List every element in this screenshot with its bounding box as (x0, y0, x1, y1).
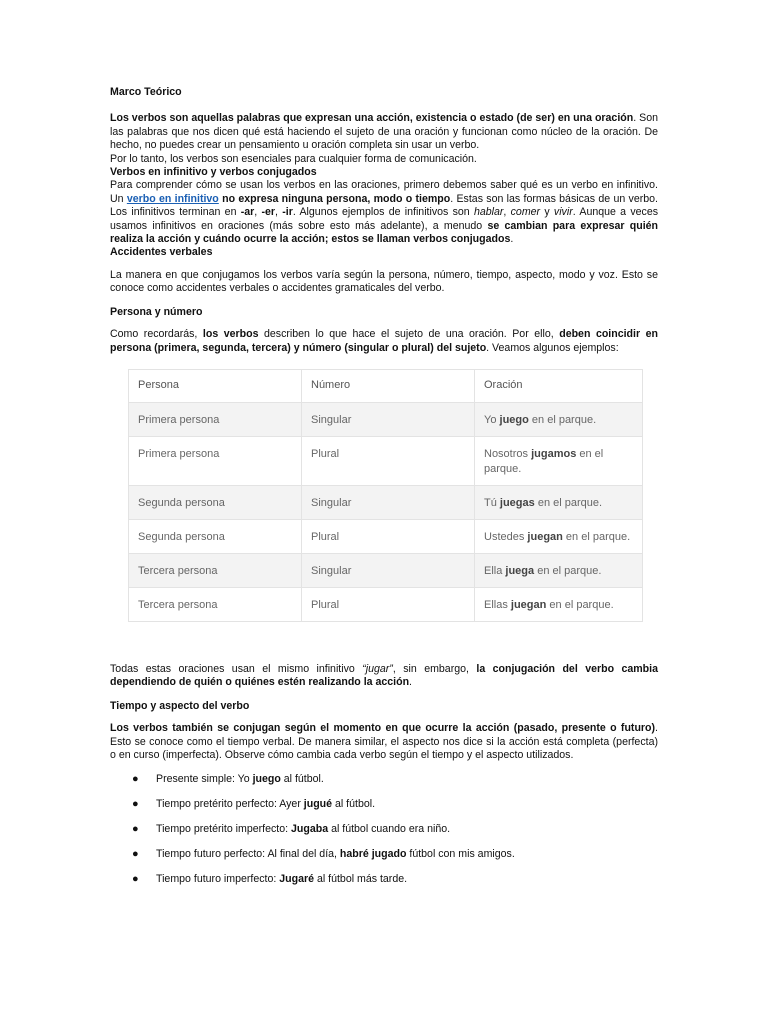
table-row (129, 485, 643, 519)
cell-numero: Plural (302, 436, 475, 485)
bullet-icon: ● (132, 823, 139, 836)
bullet-icon: ● (132, 773, 139, 786)
cell-oracion: Ellas juegan en el parque. (475, 587, 643, 621)
tiempo-paragraph: Los verbos también se conjugan según el momento en que ocurre la acción (pasado, presente o futuro). Esto se conoce como el tiempo verbal. De manera similar, el aspecto nos dice si la acción está completa (perfecta) o en curso (imperfecta). Observe cómo cambia cada verbo según el tiempo y el aspecto utilizados. (110, 722, 658, 761)
intro-bold: Los verbos son aquellas palabras que expresan una acción, existencia o estado (de ser) en una oración (110, 112, 634, 125)
cell-persona: Primera persona (129, 436, 302, 485)
cell-persona: Segunda persona (129, 519, 302, 553)
bullet-icon: ● (132, 848, 139, 861)
cell-persona: Tercera persona (129, 553, 302, 587)
todas-paragraph: Todas estas oraciones usan el mismo infinitivo “jugar”, sin embargo, la conjugación del verbo cambia dependiendo de quién o quiénes estén realizando la acción. (110, 662, 658, 689)
por-lo-tanto-line: Por lo tanto, los verbos son esenciales para cualquier forma de comunicación. (110, 152, 477, 165)
cell-oracion: Nosotros jugamos en el parque. (475, 436, 643, 485)
persona-paragraph: Como recordarás, los verbos describen lo que hace el sujeto de una oración. Por ello, deben coincidir en persona (primera, segunda, tercera) y número (singular o plural) del sujeto. Veamos algunos ejemplos: (110, 328, 658, 354)
intro-rest: . Son las palabras que nos dicen qué está haciendo el sujeto de una oración y funcionan como núcleo de la oración. De hecho, no puedes crear un pensamiento u oración completa sin usar un verbo. (110, 112, 658, 152)
cell-numero: Plural (302, 519, 475, 553)
cell-numero: Singular (302, 402, 475, 436)
infinitivo-paragraph: Para comprender cómo se usan los verbos en las oraciones, primero debemos saber qué es un verbo en infinitivo. Un verbo en infinitivo no expresa ninguna persona, modo o tiempo. Estas son las formas básicas de un verbo. Los infinitivos terminan en -ar, -er, -ir. Algunos ejemplos de infinitivos son hablar, comer y vivir. Aunque a veces usamos infinitivos en oraciones (más sobre esto más adelante), a menudo se cambian para expresar quién realiza la acción y cuándo ocurre la acción; estos se llaman verbos conjugados. (110, 179, 659, 246)
verbo-infinitivo-link[interactable]: verbo en infinitivo (126, 192, 219, 205)
table-row (129, 553, 643, 587)
document-body (110, 86, 658, 898)
table-row (129, 402, 643, 436)
heading-persona: Persona y número (110, 305, 203, 318)
table-row (129, 587, 643, 621)
header-persona: Persona (129, 369, 302, 402)
heading-infinitivo: Verbos en infinitivo y verbos conjugados (110, 166, 317, 179)
bullet-icon: ● (132, 798, 139, 811)
accidentes-paragraph: La manera en que conjugamos los verbos varía según la persona, número, tiempo, aspecto, modo y voz. Esto se conoce como accidentes verbales o accidentes gramaticales del verbo. (110, 268, 658, 295)
table-row (129, 436, 643, 485)
bullet-icon: ● (132, 873, 139, 886)
conjugation-table-wrap (128, 369, 643, 622)
cell-numero: Plural (302, 587, 475, 621)
table-header-row (129, 369, 643, 402)
table-row (129, 519, 643, 553)
conjugation-table (128, 369, 643, 622)
heading-tiempo: Tiempo y aspecto del verbo (110, 699, 250, 712)
intro-paragraph (110, 112, 658, 152)
header-oracion: Oración (475, 369, 643, 402)
cell-oracion: Ustedes juegan en el parque. (475, 519, 643, 553)
document-title: Marco Teórico (110, 86, 182, 98)
list-item: ● Tiempo futuro imperfecto: Jugaré al fútbol más tarde. (132, 873, 408, 886)
list-item: ● Tiempo pretérito perfecto: Ayer jugué al fútbol. (132, 798, 376, 811)
list-item: ● Tiempo pretérito imperfecto: Jugaba al fútbol cuando era niño. (132, 823, 451, 836)
cell-persona: Segunda persona (129, 485, 302, 519)
list-item: ● Presente simple: Yo juego al fútbol. (132, 773, 324, 786)
cell-numero: Singular (302, 553, 475, 587)
list-item: ● Tiempo futuro perfecto: Al final del día, habré jugado fútbol con mis amigos. (132, 848, 515, 861)
cell-persona: Primera persona (129, 402, 302, 436)
cell-persona: Tercera persona (129, 587, 302, 621)
heading-accidentes: Accidentes verbales (110, 246, 213, 259)
cell-oracion: Tú juegas en el parque. (475, 485, 643, 519)
cell-numero: Singular (302, 485, 475, 519)
header-numero: Número (302, 369, 475, 402)
cell-oracion: Yo juego en el parque. (475, 402, 643, 436)
tense-list (110, 773, 658, 898)
cell-oracion: Ella juega en el parque. (475, 553, 643, 587)
